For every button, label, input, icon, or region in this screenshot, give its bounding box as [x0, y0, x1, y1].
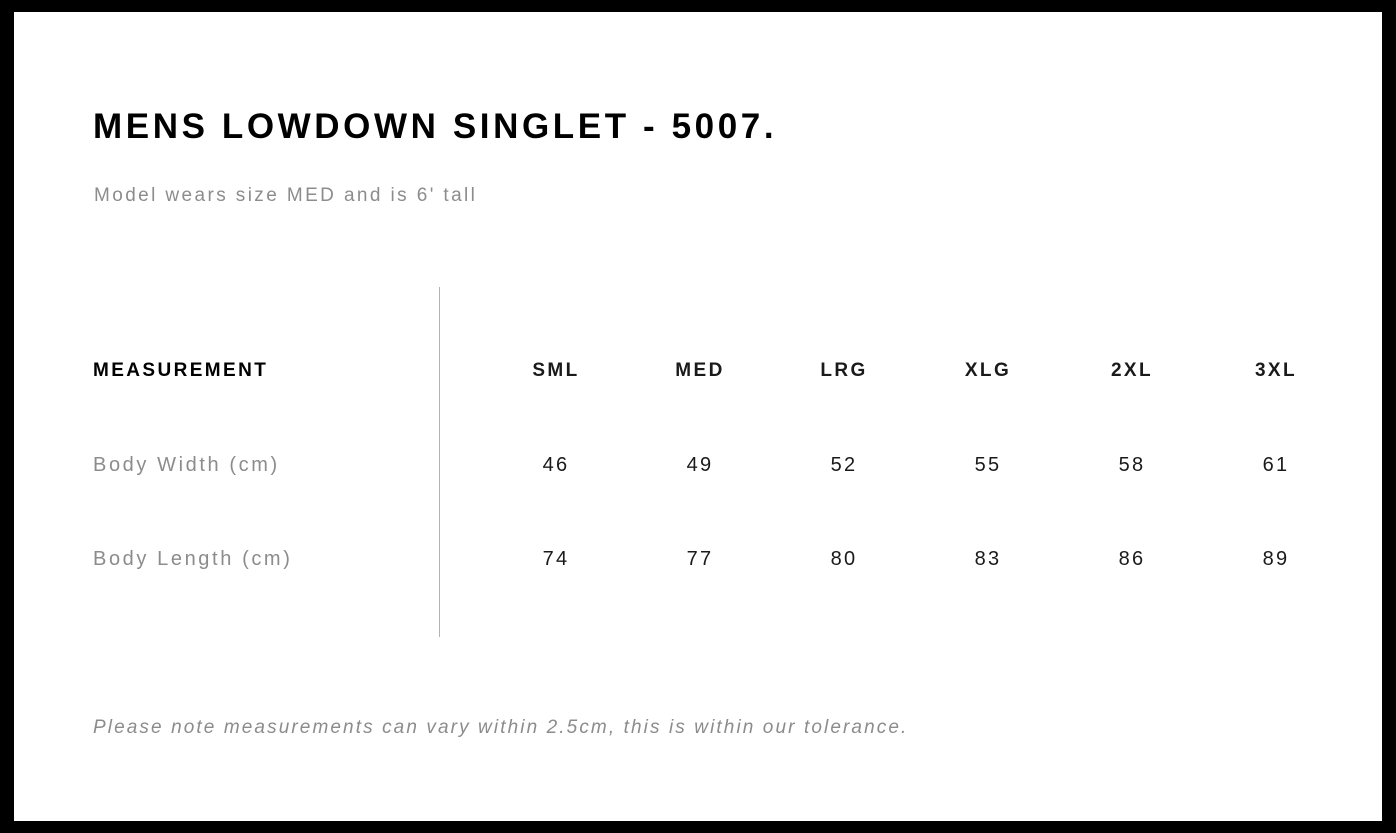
tolerance-note: Please note measurements can vary within 2.5cm, this is within our tolerance.	[93, 717, 909, 738]
table-cell: 74	[542, 548, 570, 570]
size-table	[14, 342, 1382, 624]
column-header-size: XLG	[964, 360, 1012, 381]
table-cell: 86	[1118, 548, 1146, 570]
model-info-text: Model wears size MED and is 6' tall	[94, 185, 478, 206]
table-cell: 52	[830, 454, 858, 476]
table-cell: 49	[686, 454, 714, 476]
table-cell: 89	[1262, 548, 1290, 570]
table-cell: 58	[1118, 454, 1146, 476]
size-chart-page	[14, 12, 1382, 821]
column-header-size: MED	[675, 360, 725, 381]
table-row	[14, 436, 1382, 530]
table-cell: 55	[974, 454, 1002, 476]
table-cell: 80	[830, 548, 858, 570]
column-header-size: SML	[532, 360, 580, 381]
column-header-size: LRG	[820, 360, 868, 381]
table-cell: 77	[686, 548, 714, 570]
row-label: Body Width (cm)	[93, 454, 280, 476]
table-cell: 46	[542, 454, 570, 476]
table-row	[14, 530, 1382, 624]
row-label: Body Length (cm)	[93, 548, 293, 570]
column-header-measurement: MEASUREMENT	[93, 360, 269, 381]
column-header-size: 3XL	[1254, 360, 1298, 381]
column-header-size: 2XL	[1110, 360, 1154, 381]
page-title: MENS LOWDOWN SINGLET - 5007.	[93, 107, 778, 146]
table-header-row	[14, 342, 1382, 436]
table-cell: 83	[974, 548, 1002, 570]
table-cell: 61	[1262, 454, 1290, 476]
